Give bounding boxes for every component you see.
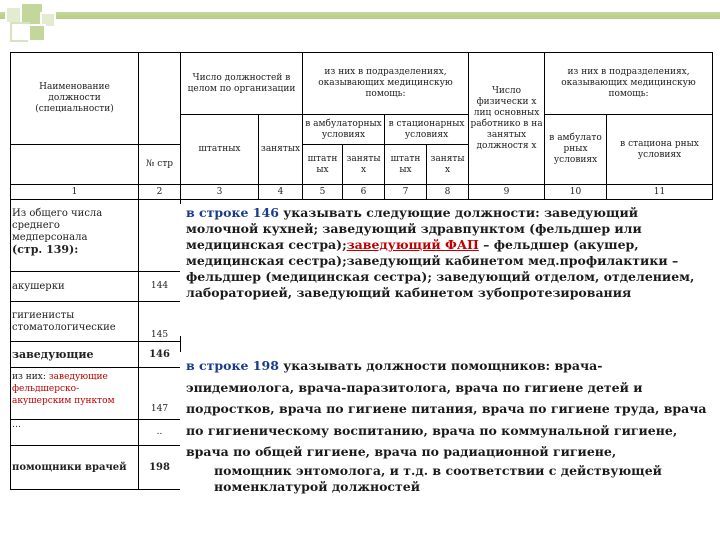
deco-square <box>10 22 30 42</box>
header-staff-short-2: штатн ых <box>385 145 427 185</box>
col-number: 4 <box>259 185 303 200</box>
row-num: 144 <box>139 272 181 302</box>
col-number: 7 <box>385 185 427 200</box>
header-outpatient: в амбулаторных условиях <box>303 115 385 145</box>
row-label: заведующие <box>11 342 139 368</box>
col-number: 11 <box>607 185 713 200</box>
row-num: 147 <box>139 368 181 420</box>
note-text: указывать должности помощников: врача-эпидемиолога, врача-паразитолога, врача по гигиене детей и подростков, врача по гигиене питания, врача по гигиене труда, врача по гигиеническому воспитанию, врача по коммунальной гигиене, врача по общей гигиене, врача по радиационной гигиене, <box>186 358 707 459</box>
row-num <box>139 200 181 272</box>
header-outpatient-2: в амбулато рных условиях <box>545 115 607 185</box>
row-label: … <box>11 420 139 446</box>
row-label: гигиенисты стоматологические <box>11 302 139 342</box>
row-label: заведующие фельдшерско-акушерским пунктом <box>12 372 115 406</box>
note-row-146 <box>180 204 710 336</box>
header-occupied-short-2: заняты х <box>427 145 469 185</box>
col-number: 5 <box>303 185 343 200</box>
header-individuals: Число физически х лиц основных работнико в на занятых должностя х <box>469 53 545 185</box>
header-occupied-short: заняты х <box>343 145 385 185</box>
note-lead: в строке 198 <box>186 358 279 373</box>
col-number: 9 <box>469 185 545 200</box>
deco-square <box>28 24 46 42</box>
row-num: 145 <box>139 302 181 342</box>
row-label: Из общего числа среднего медперсонала <box>12 208 103 243</box>
row-label-ref: (стр. 139): <box>12 243 79 256</box>
col-number: 6 <box>343 185 385 200</box>
header-blank <box>139 53 181 145</box>
header-of-them-units: из них в подразделениях, оказывающих медицинскую помощь: <box>303 53 469 115</box>
header-stripe <box>0 12 720 19</box>
row-num: .. <box>139 420 181 446</box>
note-text: – фельдшер (акушер, медицинская сестра);заведующий кабинетом мед.профилактики – фельдшер (медицинская сестра); заведующий отделом, отделением, лабораторией, заведующий кабинетом зубопротезирования <box>186 237 695 300</box>
header-inpatient-2: в стациона рных условиях <box>607 115 713 185</box>
header-of-them-units-2: из них в подразделениях, оказывающих медицинскую помощь: <box>545 53 713 115</box>
col-number: 1 <box>11 185 139 200</box>
header-name-col: Наименование должности (специальности) <box>11 53 139 145</box>
header-staff: штатных <box>181 115 259 185</box>
row-num: 198 <box>139 446 181 490</box>
col-number: 2 <box>139 185 181 200</box>
note-text: указывать следующие должности: заведующий молочной кухней; заведующий здравпунктом (фельдшер или медицинская сестра); <box>186 205 642 252</box>
note-row-198 <box>180 352 710 514</box>
row-num: 146 <box>139 342 181 368</box>
note-highlight: заведующий ФАП <box>346 237 479 252</box>
col-number: 10 <box>545 185 607 200</box>
col-number: 3 <box>181 185 259 200</box>
row-label: помощники врачей <box>11 446 139 490</box>
header-total-positions: Число должностей в целом по организации <box>181 53 303 115</box>
header-inpatient: в стационарных условиях <box>385 115 469 145</box>
note-text: помощник энтомолога, и т.д. в соответствии с действующей номенклатурой должностей <box>214 462 662 494</box>
column-number-row <box>11 185 713 200</box>
row-label-prefix: из них: <box>12 372 49 382</box>
row-label: акушерки <box>11 272 139 302</box>
header-row-num: № стр <box>139 145 181 185</box>
header-occupied: занятых <box>259 115 303 185</box>
slide-decoration <box>0 0 720 50</box>
col-number: 8 <box>427 185 469 200</box>
header-staff-short: штатн ых <box>303 145 343 185</box>
note-lead: в строке 146 <box>186 205 279 220</box>
